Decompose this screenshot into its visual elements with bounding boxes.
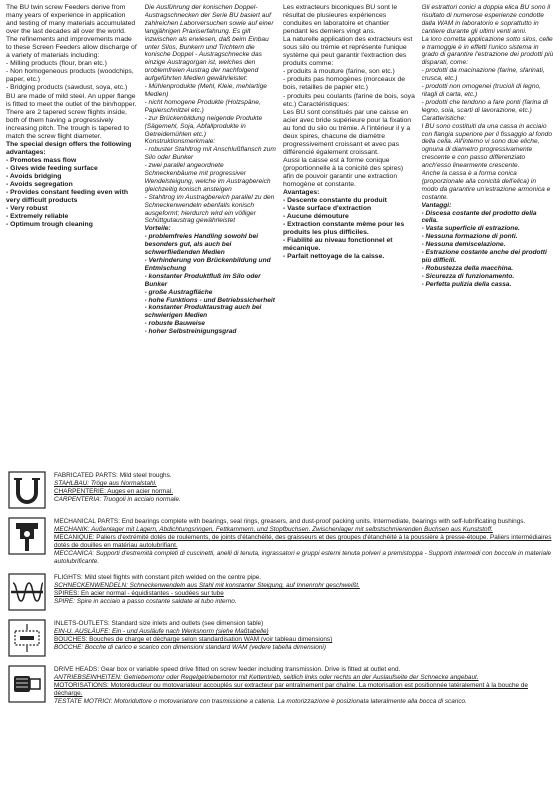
list-item: - Vaste surface d'extraction [283, 205, 372, 213]
list-item: - Non homogeneous products (woodchips, paper, etc.) [6, 68, 134, 84]
list-item: - problemfreies Handling sowohl bei besonders gut, als auch bei schwerfließenden Medien [144, 233, 259, 257]
it-para2: La loro corretta applicazione sotto silos, celle e tramoggie è in effetti l'unico sistema in grado di garantire l'estrazione dei prodotti più disparati, come: [421, 35, 554, 67]
en-intro: The BU twin screw Feeders derive from many years of experience in application and testing of many materials accumulated over the last decades all over the world. [6, 4, 136, 36]
section-flights [6, 572, 554, 612]
list-item: - Parfait nettoyage de la caisse. [283, 253, 385, 261]
list-item: - Perfetta pulizia della cassa. [421, 280, 512, 288]
list-item: - Extraction constante même pour les produits les plus difficiles. [283, 221, 405, 237]
de-intro: Die Ausführung der konischen Doppel-Austragschnecken der Serie BU basiert auf zahlreichen Laborversuchen sowie auf einer langjährigen Praxiserfahrung. Es gilt inzwischen als erwiesen, daß beim Einbau unter Silos, Bunkern und Trichtern die konische Doppel - Austragschnecke das einzige Austragorgan ist, welches den problemfreien Austrag der nachfolgend aufgeführten Medien gewährleistet: [144, 4, 274, 83]
list-item: - konstanter Produktaustrag auch bei schwierigen Medien [144, 304, 262, 320]
fr-items [283, 68, 416, 108]
section-fabricated-parts [6, 470, 554, 510]
it-text: TESTATE MOTRICI: Motoriduttore o motovariatore con trasmissione a catena. La motorizzazione è posizionata lateralmente alla bocca di scarico. [54, 698, 467, 705]
list-item: - Milling products (flour, bran etc.) [6, 60, 107, 68]
en-features [6, 157, 139, 229]
it-van-title: Vantaggi: [421, 201, 452, 209]
it-text: CARPENTERIA: Truogoli in acciaio normale. [54, 496, 181, 503]
list-item: - zur Brückenbildung neigende Produkte (Sägemehl, Soja, Abfallprodukte in Getreidemühlen etc.) [144, 114, 263, 138]
list-item: - produits à mouture (farine, son etc.) [283, 68, 395, 76]
list-item: - produits pas homogènes (morceaux de bois, retailles de papier etc.) [283, 76, 406, 92]
column-italian [422, 4, 555, 464]
list-item: - Very robust [6, 205, 48, 213]
section-text [48, 572, 554, 606]
section-inlets-outlets [6, 618, 554, 658]
it-items [422, 67, 555, 114]
section-mechanical-parts [6, 516, 554, 566]
list-item: - prodotti che tendono a fare ponti (farina di legno, soia, scarti di lavorazione, etc.) [421, 98, 548, 114]
list-item: - nicht homogene Produkte (Holzspäne, Papierschnitzel etc.) [144, 98, 261, 114]
section-text [48, 516, 554, 566]
fr-text: SPIRES: En acier normal - équidistantes - soudées sur tube [54, 590, 224, 597]
end-bearing-icon [6, 516, 48, 556]
de-text: ANTRIEBSEINHEITEN: Getriebemotor oder Regelgetriebemotor mit Kettentrieb, seitlich links oder rechts an der Auslaufseite der Schnecke angebaut. [54, 674, 479, 681]
en-text: INLETS-OUTLETS: Standard size inlets and outlets (see dimension table) [54, 620, 264, 627]
list-item: - produits peu coulants (farine de bois, soya etc.) Caractéristiques: [283, 92, 415, 108]
fr-adv-title: Avantages: [283, 189, 320, 197]
column-french [283, 4, 416, 464]
list-item: - Vasta superficie di estrazione. [421, 225, 520, 233]
it-text: SPIRE: Spire in acciaio a passo costante saldate al tubo interno. [54, 598, 237, 605]
it-text: MECCANICA: Supporti d'estremità completi di cuscinetti, anelli di tenuta, ingrassatori e gruppi esterni tenuta polveri a premistoppa - Supporti intermedi con boccole in materiale autolubrificante. [54, 550, 552, 565]
fr-intro: Les extracteurs biconiques BU sont le résultat de plusieures expériences conduites en laboratoire et chantier pendant les derniers vingt ans. [283, 4, 398, 36]
list-item: - Nessuna formazione di ponti. [421, 233, 518, 241]
list-item: - Mühlenprodukte (Mehl, Kleie, mehlartige Medien) [144, 83, 267, 98]
list-item: - Bridging products (sawdust, soya, etc.) [6, 84, 128, 92]
fr-para3: Les BU sont constitués par une caisse en acier avec bride supérieure pour la fixation au fond du silo ou trémie. A l'intérieur il y a deux spires, chacune de diamètre progressivement croissant et avec pas différencié également croissant. [283, 108, 412, 156]
section-text [48, 664, 554, 706]
en-para2: The refinements and improvements made to these Screen Feeders allow discharge of a variety of materials including: [6, 36, 137, 60]
de-vort [145, 233, 278, 336]
gear-motor-icon [6, 664, 48, 704]
list-item: - Optimum trough cleaning [6, 221, 93, 229]
list-item: - Stahltrog im Austragbereich parallel zu den Schneckenwendeln ebenfalls konisch ausgeformt; hierdurch wird ein völliger Schüttgutaustrag gewährleistet [144, 193, 275, 225]
list-item: - prodotti non omogenei (trucioli di legno, ritagli di carta, etc.) [421, 83, 541, 98]
de-items [145, 83, 278, 138]
it-intro: Gli estrattori conici a doppia elica BU sono il risultato di numerose esperienze condotte dalla WAM in laboratorio e soprattutto in cantiere durante gli ultimi venti anni. [421, 4, 551, 35]
list-item: - robuste Bauweise [144, 320, 205, 328]
list-item: - große Austragfläche [144, 288, 213, 296]
en-para3: BU are made of mild steel. An upper flange is fitted to meet the outlet of the bin/hopper. There are 2 tapered screw flights inside, both of them having a progressively increasing pitch. The trough is tapered to match the screw flight diameter. [6, 92, 137, 140]
inlet-outlet-icon [6, 618, 48, 658]
it-text: BOCCHE: Bocche di carico e scarico con dimensioni standard WAM (vedere tabella dimensioni) [54, 644, 326, 651]
it-para3: I BU sono costituiti da una cassa in acciaio con flangia superiore per il fissaggio al fondo della cella. All'interno vi sono due eliche, ognuna di diametro progressivamente crescente e con passo differenziato anch'esso linearmente crescente. [421, 122, 552, 170]
list-item: - Sicurezza di funzionamento. [421, 272, 515, 280]
trough-icon [6, 470, 48, 510]
list-item: - Discesa costante del prodotto della cella. [421, 209, 537, 225]
column-german [145, 4, 278, 464]
column-english [6, 4, 139, 464]
list-item: - Verhinderung von Brückenbildung und Entmischung [144, 257, 271, 272]
list-item: - Promotes mass flow [6, 156, 77, 164]
fr-adv [283, 197, 416, 261]
section-drive-heads [6, 664, 554, 706]
it-para4: Anche la cassa è a forma conica (proporzionale alla conicità dell'elica) in modo da garantire un'estrazione armonica e costante. [421, 170, 551, 201]
section-text [48, 470, 554, 504]
section-text [48, 618, 554, 652]
en-items [6, 60, 139, 92]
list-item: - Fiabilité au niveau fonctionnel et mécanique. [283, 237, 393, 253]
list-item: - prodotti da macinazione (farine, sfarinati, crusca, etc.) [421, 67, 545, 83]
it-van [422, 210, 555, 289]
list-item: - Estrazione costante anche dei prodotti più difficili. [421, 249, 547, 264]
it-car-title: Caratteristiche: [421, 114, 466, 122]
list-item: - Provides constant feeding even with very difficult products [6, 189, 128, 205]
en-features-title: The special design offers the following advantages: [6, 140, 132, 156]
component-sections [6, 470, 554, 712]
screw-flight-icon [6, 572, 48, 612]
list-item: - Aucune démouture [283, 213, 349, 221]
list-item: - Robustezza della macchina. [421, 264, 514, 272]
fr-text: MECANIQUE: Paliers d'extrémité dotés de roulements, de joints d'étanchéité, des graisseurs et des groupes d'étanchéité à la poussière à presse-étoupe. Paliers intermédiaires dotés de douilles en matériau autolubrifiant. [54, 534, 552, 549]
en-text: DRIVE HEADS: Gear box or variable speed drive fitted on screw feeder including transmission. Drive is fitted at outlet end. [54, 666, 401, 673]
list-item: - Nessuna demiscelazione. [421, 241, 506, 249]
fr-text: MOTORISATIONS: Motoréducteur ou motovariateur accouplés sur extracteur par entraînement par chaîne. La motorisation est positionnée latéralement à la bouche de décharge. [54, 682, 528, 697]
list-item: - Gives wide feeding surface [6, 164, 98, 172]
list-item: - konstanter Produktfluß im Silo oder Bunker [144, 272, 261, 288]
fr-para2: La naturelle application des extracteurs est sous silo ou trémie et représente l'unique système qui peut garantir l'extraction des produits comme: [283, 36, 413, 68]
list-item: - Descente constante du produit [283, 197, 387, 205]
de-konst [145, 146, 278, 225]
fr-text: CHARPENTERIE: Auges en acier normal. [54, 488, 173, 495]
list-item: - Avoids bridging [6, 172, 62, 180]
text-columns [6, 4, 554, 464]
list-item: - zwei parallel angeordnete Schneckenbäume mit progressiver Wendelsteigung, welche im Austragbereich gleichzeitig konisch ansteigen [144, 162, 271, 193]
de-text: STAHLBAU: Tröge aus Normalstahl. [54, 480, 157, 487]
list-item: - robuster Stahltrog mit Anschlußflansch zum Silo oder Bunker [144, 146, 276, 162]
list-item: - Extremely reliable [6, 213, 69, 221]
en-text: FABRICATED PARTS: Mild steel troughs. [54, 472, 172, 479]
de-text: MECHANIK: Außenlager mit Lagern, Abdichtungsringen, Fettkammern, und Stopfbuchsen. Zwischenlager mit selbstschmierenden Buchsen aus Kunststoff. [54, 526, 493, 533]
list-item: - hoher Selbstreinigungsgrad [144, 328, 237, 336]
de-vort-title: Vorteile: [144, 225, 171, 233]
en-text: MECHANICAL PARTS: End bearings complete with bearings, seal rings, greasers, and dust-proof packing units. Intermediate, bearings with self-lubrificating bushings. [54, 518, 526, 525]
list-item: - Avoids segregation [6, 181, 73, 189]
de-text: EIN-U. AUSLÄUFE: Ein - und Ausläufe nach Werksnorm (siehe Maßtabelle) [54, 628, 269, 635]
fr-text: BOUCHES: Bouches de charge et décharge selon standardisation WAM (voir tableau dimensions) [54, 636, 333, 643]
de-konst-title: Konstruktionsmerkmale: [144, 138, 216, 146]
fr-para4: Aussi la caisse est à forme conique (proportionnelle à la conicité des spires) afin de pouvoir garantir une extraction homogène et constante. [283, 156, 404, 189]
list-item: - hohe Funktions - und Betriebssicherheit [144, 296, 275, 304]
de-text: SCHNECKENWENDELN: Schneckenwendeln aus Stahl mit konstanter Steigung, auf Innenrohr geschweißt. [54, 582, 360, 589]
en-text: FLIGHTS: Mild steel flights with constant pitch welded on the centre pipe. [54, 574, 262, 581]
